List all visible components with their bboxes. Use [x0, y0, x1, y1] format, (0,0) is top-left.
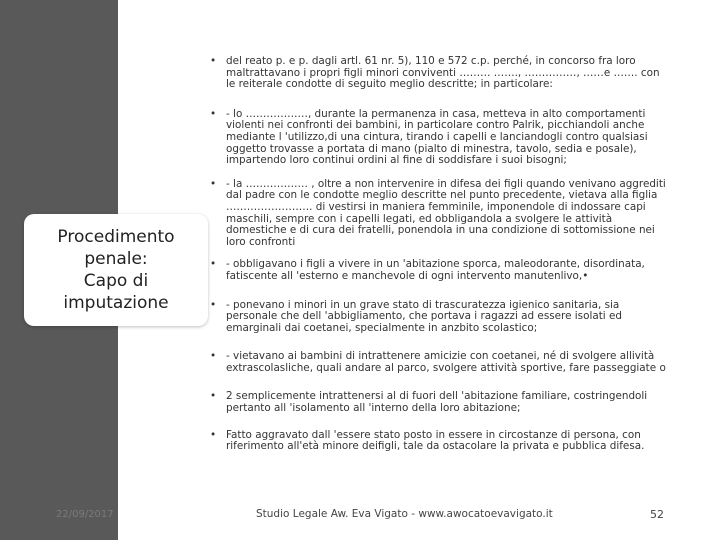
bullet-dot-icon: •	[210, 298, 217, 311]
bullet-text: Fatto aggravato dall 'essere stato posto in essere in circostanze di persona, con riferimento all'età minore deifigli, tale da ostacolare la privata e pubblica difesa.	[226, 428, 645, 453]
slide-title: Procedimento penale: Capo di imputazione	[57, 227, 175, 313]
footer-text: Studio Legale Aw. Eva Vigato - www.awocatoevavigato.it	[256, 508, 553, 520]
bullet-dot-icon: •	[210, 428, 217, 441]
bullet-dot-icon: •	[210, 177, 217, 190]
bullet-dot-icon: •	[210, 390, 217, 403]
bullet-dot-icon: •	[210, 258, 217, 271]
bullet-item	[210, 430, 666, 453]
bullet-text: - vietavano ai bambini di intrattenere amicizie con coetanei, né di svolgere allività extrascolasliche, quali andare al parco, svolgere attività sportive, fare passeggiate o	[226, 350, 666, 374]
bullet-text: del reato p. e p. dagli artl. 61 nr. 5), 110 e 572 c.p. perché, in concorso fra loro maltrattavano i propri figli minori conviventi ……… ……., ……………, ……e ……. con le reiterale condotte di seguito meglio descritte; in particolare:	[226, 55, 660, 91]
bullet-text: 2 semplicemente intrattenersi al di fuori dell 'abitazione familiare, costringendoli pertanto all 'isolamento all 'interno della loro abitazione;	[226, 390, 648, 415]
footer-date: 22/09/2017	[56, 509, 114, 520]
bullet-item	[210, 56, 666, 91]
bullet-dot-icon: •	[210, 350, 217, 363]
bullet-text: - la ……………… , oltre a non intervenire in difesa dei figli quando venivano aggrediti dal padre con le condotte meglio descritte nel punto precedente, vietava alla figlia ……………………. di vestirsi in maniera femminile, imponendole di indossare capi maschili, sempre con i capelli legati, ed obbligandola a svolgere le attività domestiche e di cura dei fratelli, ponendola in una condizione di sottomissione nei loro confronti	[226, 177, 666, 248]
bullet-item	[210, 259, 666, 282]
bullet-dot-icon: •	[210, 55, 217, 67]
bullet-item	[210, 109, 666, 167]
page-number: 52	[650, 508, 664, 521]
bullet-item	[210, 179, 666, 249]
bullet-text: - ponevano i minori in un grave stato di trascuratezza igienico sanitaria, sia personale che dell 'abbigliamento, che portava i ragazzi ad essere isolati ed emarginali dai coetanei, specialmente in anzbito scolastico;	[226, 298, 622, 334]
bullet-text: - lo ………………, durante la permanenza in casa, metteva in alto comportamenti violenti nei confronti dei bambini, in particolare contro Palrik, picchiandoli anche mediante l 'utilizzo,di una cintura, tirando i capelli e lanciandogli contro qualsiasi oggetto trovasse a portata di mano (pialto di minestra, tavolo, sedia e posale), impartendo loro continui ordini al fine di soddisfare i suoi bisogni;	[226, 107, 648, 167]
bullet-item	[210, 351, 666, 374]
bullet-text: - obbligavano i figli a vivere in un 'abitazione sporca, maleodorante, disordinata, fatiscente all 'esterno e manchevole di ogni intervento manutenlivo,•	[226, 258, 645, 282]
bullet-item	[210, 300, 666, 335]
bullet-dot-icon: •	[210, 107, 217, 120]
bullet-item	[210, 391, 666, 414]
bullet-list	[210, 56, 666, 459]
